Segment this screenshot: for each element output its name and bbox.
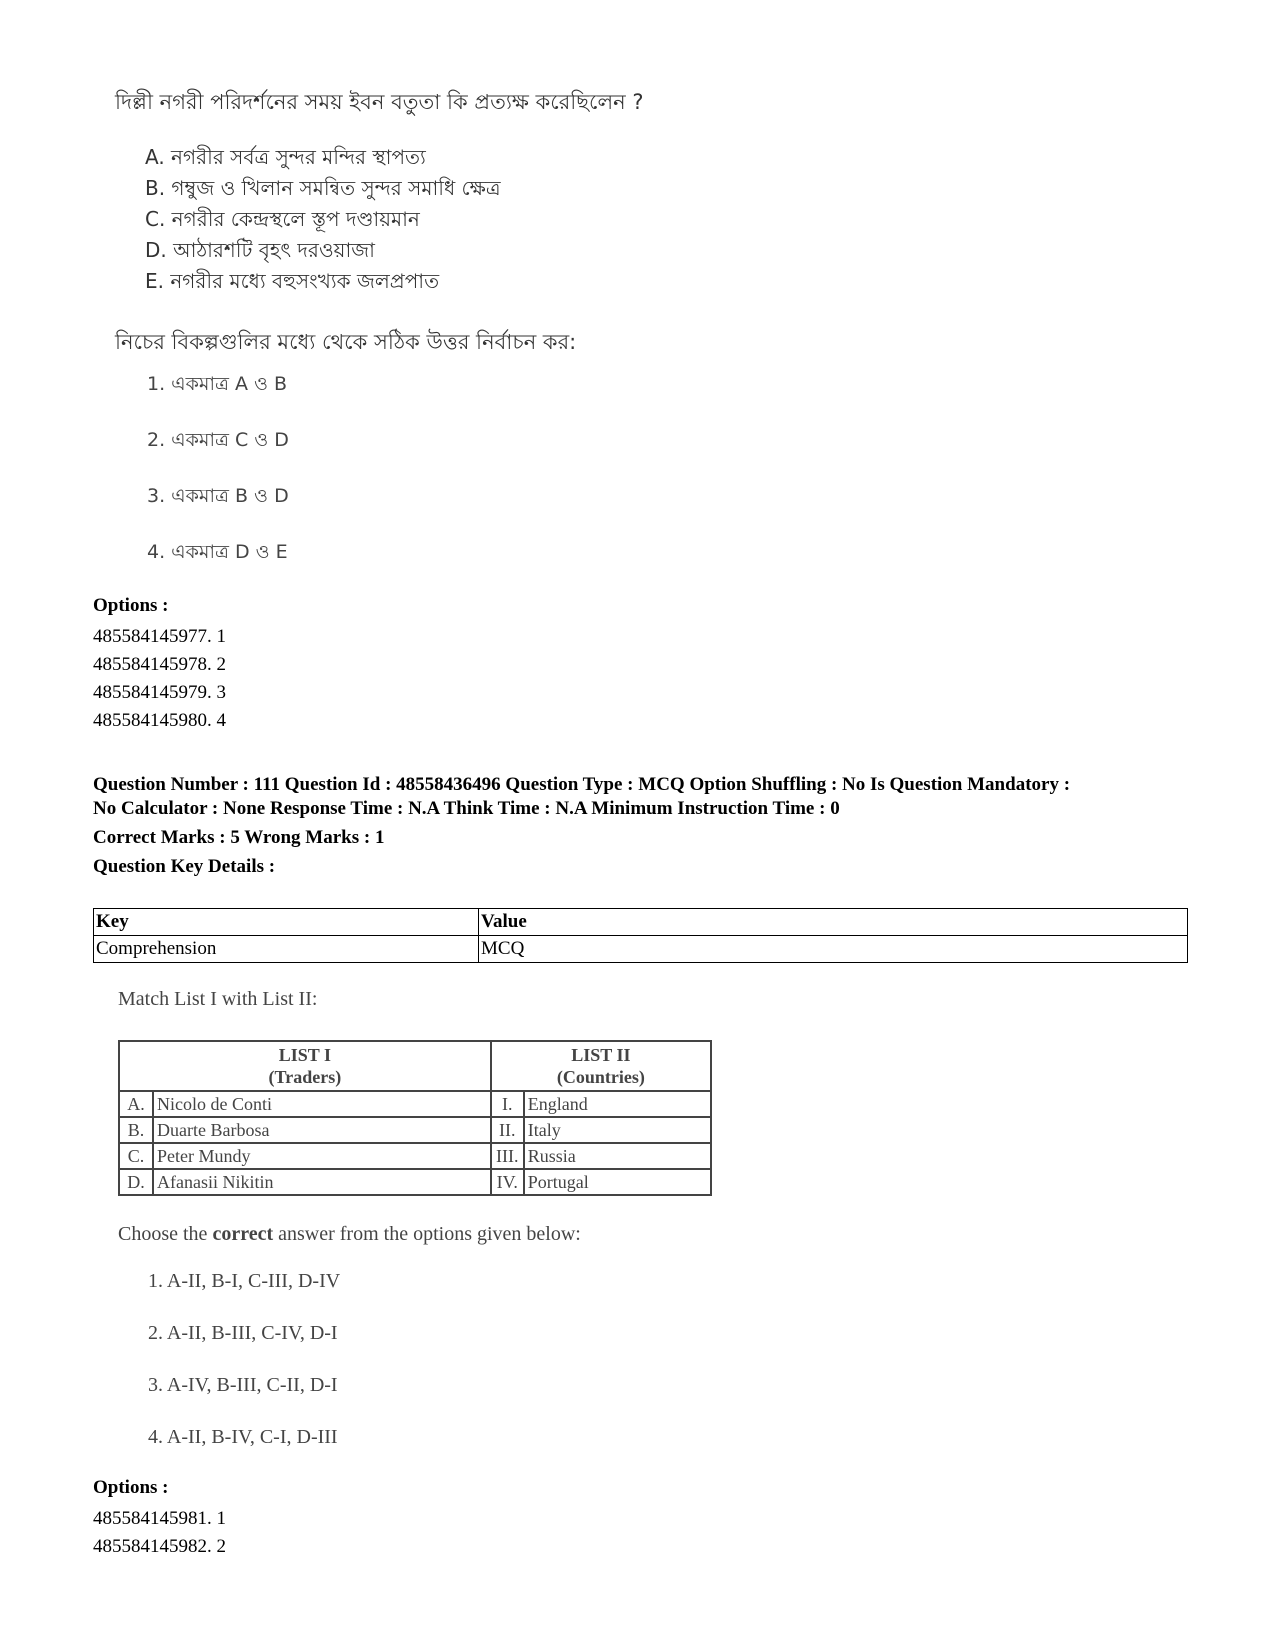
statement-b: B. গম্বুজ ও খিলান সমন্বিত সুন্দর সমাধি ক্ষেত্র — [145, 176, 501, 200]
question-meta — [93, 773, 1193, 821]
match-header-row — [119, 1041, 711, 1091]
trader-name: Peter Mundy — [153, 1143, 491, 1169]
option-item: 485584145982. 2 — [93, 1536, 226, 1557]
key-details-label: Question Key Details : — [93, 856, 276, 877]
options-list — [93, 623, 226, 735]
table-cell: MCQ — [479, 936, 1188, 963]
trader-name: Duarte Barbosa — [153, 1117, 491, 1143]
table-row — [94, 936, 1188, 963]
question-meta-line: Question Number : 111 Question Id : 48558436496 Question Type : MCQ Option Shuffling : No Is Question Mandatory : — [93, 774, 1071, 795]
list2-header: LIST II (Countries) — [491, 1041, 711, 1091]
options-list — [93, 1505, 226, 1561]
options-label: Options : — [93, 595, 169, 616]
table-cell: Comprehension — [94, 936, 479, 963]
statement-c: C. নগরীর কেন্দ্রস্থলে স্তূপ দণ্ডায়মান — [145, 207, 420, 231]
answer-choice: 1. A-II, B-I, C-III, D-IV — [148, 1270, 341, 1292]
trader-name: Afanasii Nikitin — [153, 1169, 491, 1195]
question-stem: Match List I with List II: — [118, 988, 318, 1010]
table-header-row — [94, 909, 1188, 936]
match-lists-table — [118, 1040, 712, 1196]
statement-d: D. আঠারশটি বৃহৎ দরওয়াজা — [145, 238, 375, 262]
answer-choice: 4. A-II, B-IV, C-I, D-III — [148, 1426, 338, 1448]
option-item: 485584145977. 1 — [93, 626, 226, 647]
choose-instruction: Choose the correct answer from the options given below: — [118, 1223, 581, 1245]
option-item: 485584145978. 2 — [93, 654, 226, 675]
country-name: Russia — [524, 1143, 711, 1169]
table-row: A. Nicolo de Conti I. England — [119, 1091, 711, 1117]
answer-choice: 2. A-II, B-III, C-IV, D-I — [148, 1322, 338, 1344]
country-name: Portugal — [524, 1169, 711, 1195]
country-name: England — [524, 1091, 711, 1117]
option-item: 485584145981. 1 — [93, 1508, 226, 1529]
statement-list — [145, 142, 501, 297]
statement-e: E. নগরীর মধ্যে বহুসংখ্যক জলপ্রপাত — [145, 269, 440, 293]
question-instruction: নিচের বিকল্পগুলির মধ্যে থেকে সঠিক উত্তর নির্বাচন কর: — [115, 330, 577, 354]
answer-choice: 3. A-IV, B-III, C-II, D-I — [148, 1374, 338, 1396]
question-meta-line: No Calculator : None Response Time : N.A Think Time : N.A Minimum Instruction Time : 0 — [93, 798, 840, 819]
answer-choice: 1. একমাত্র A ও B — [147, 373, 288, 395]
table-row: D. Afanasii Nikitin IV. Portugal — [119, 1169, 711, 1195]
country-name: Italy — [524, 1117, 711, 1143]
options-label: Options : — [93, 1477, 169, 1498]
table-header-cell: Value — [479, 909, 1188, 936]
answer-choice: 4. একমাত্র D ও E — [147, 541, 288, 563]
list1-header: LIST I (Traders) — [119, 1041, 491, 1091]
table-row: C. Peter Mundy III. Russia — [119, 1143, 711, 1169]
key-details-table — [93, 908, 1188, 963]
statement-a: A. নগরীর সর্বত্র সুন্দর মন্দির স্থাপত্য — [145, 145, 426, 169]
option-item: 485584145980. 4 — [93, 710, 226, 731]
table-header-cell: Key — [94, 909, 479, 936]
table-row: B. Duarte Barbosa II. Italy — [119, 1117, 711, 1143]
marks-line: Correct Marks : 5 Wrong Marks : 1 — [93, 827, 385, 848]
answer-choice: 2. একমাত্র C ও D — [147, 429, 289, 451]
option-item: 485584145979. 3 — [93, 682, 226, 703]
trader-name: Nicolo de Conti — [153, 1091, 491, 1117]
question-stem: দিল্লী নগরী পরিদর্শনের সময় ইবন বতুতা কি প্রত্যক্ষ করেছিলেন ? — [115, 90, 644, 114]
answer-choice: 3. একমাত্র B ও D — [147, 485, 289, 507]
